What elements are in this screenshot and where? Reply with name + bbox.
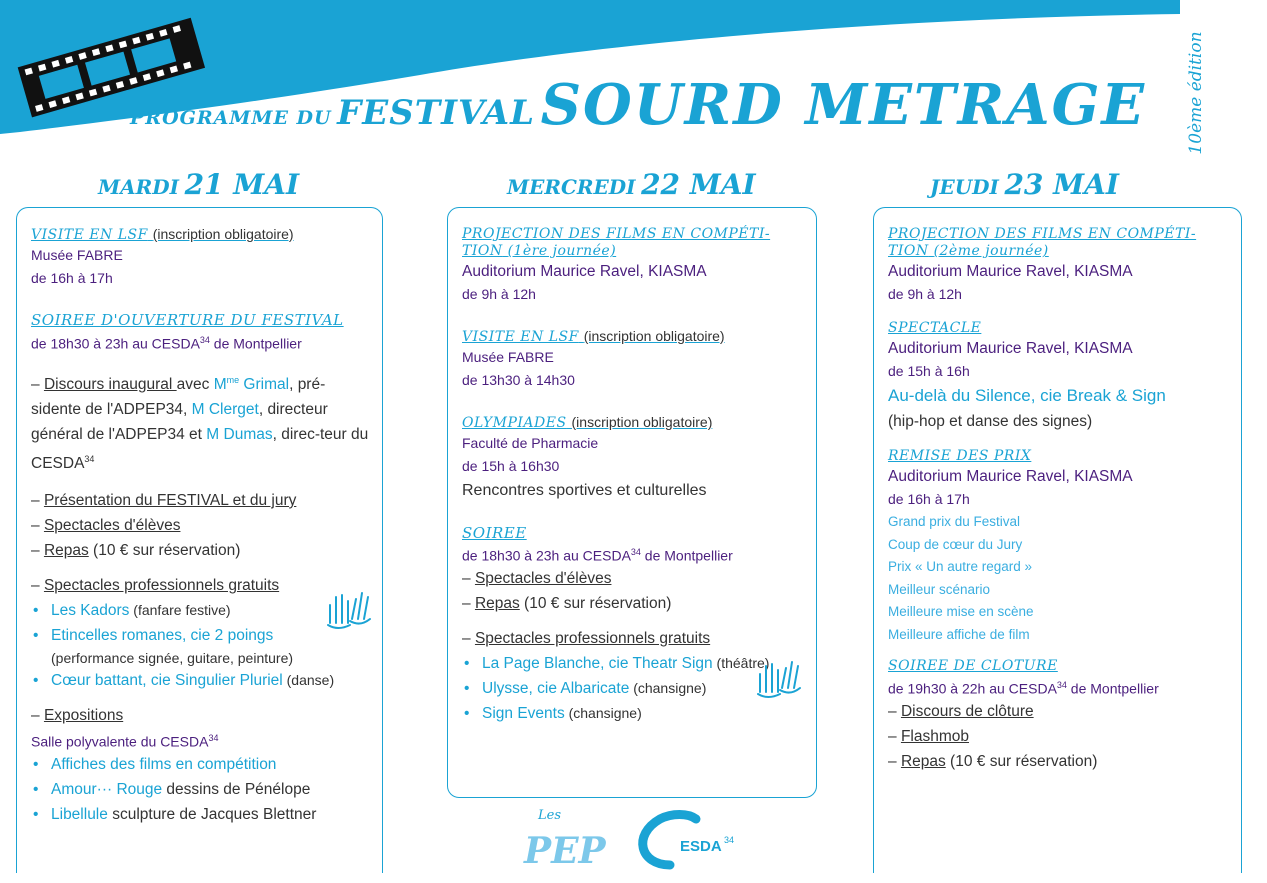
list-item: – Spectacles professionnels gratuits <box>31 576 280 594</box>
event-place: Faculté de Pharmacie <box>462 435 599 451</box>
item-detail: (10 € sur réservation) <box>519 594 672 612</box>
title-main: SOURD METRAGE <box>540 72 1147 138</box>
title-festival: FESTIVAL <box>337 93 536 133</box>
list-item: – Flashmob <box>888 727 969 745</box>
day-heading-mercredi <box>507 168 756 201</box>
logo-graphics <box>520 805 780 875</box>
superscript: 34 <box>84 453 95 464</box>
item-detail: (fanfare festive) <box>129 601 231 618</box>
section-remise-prix <box>888 448 1229 646</box>
item-name: Amour··· Rouge <box>51 780 163 798</box>
prize-item: Grand prix du Festival <box>888 514 1021 529</box>
text: , direc-teur du CESDA <box>31 425 369 472</box>
section-title: VISITE EN LSF <box>31 227 148 243</box>
discours-paragraph <box>31 368 370 476</box>
day-heading-jeudi <box>930 168 1119 201</box>
section-note: (1ère journée) <box>507 243 617 259</box>
text: , directeur général de l'ADPEP34 et <box>31 400 328 443</box>
item-label: Spectacles d'élèves <box>43 516 181 534</box>
text: avec <box>176 375 214 393</box>
section-title: OLYMPIADES <box>462 415 567 431</box>
item-name: Sign Events <box>482 704 565 722</box>
prize-item: Meilleure mise en scène <box>888 604 1034 619</box>
prize-item: Meilleur scénario <box>888 581 991 597</box>
spectacle-name: Au-delà du Silence, cie Break & Sign <box>888 386 1166 405</box>
superscript: 34 <box>630 547 641 557</box>
list-item: – Spectacles d'élèves <box>462 569 612 587</box>
list-item: – Discours de clôture <box>888 702 1034 720</box>
event-place: Auditorium Maurice Ravel, KIASMA <box>462 263 707 280</box>
item-label: Repas <box>474 594 520 612</box>
item-label: Repas <box>43 541 89 559</box>
list-item <box>31 777 370 802</box>
sign-hands-icon <box>752 652 804 702</box>
item-name: Libellule <box>51 805 108 823</box>
item-label: Repas <box>900 752 946 770</box>
expo-place: Salle polyvalente du CESDA <box>31 733 209 750</box>
list-item: – Repas (10 € sur réservation) <box>888 752 1098 770</box>
section-note: (inscription obligatoire) <box>571 414 713 430</box>
section-title: SOIREE <box>462 524 527 542</box>
event-where-city: de Montpellier <box>1066 680 1159 697</box>
event-time: de 13h30 à 14h30 <box>462 372 575 388</box>
person-title: M <box>213 375 227 393</box>
list-item: – Repas (10 € sur réservation) <box>31 541 241 559</box>
item-label: Spectacles d'élèves <box>474 569 612 587</box>
section-spectacle <box>888 320 1229 434</box>
dash: – <box>31 375 44 393</box>
les-pep-logo <box>523 808 607 872</box>
event-where: de 19h30 à 22h au CESDA <box>888 680 1057 697</box>
day-date: 23 MAI <box>1004 168 1119 201</box>
cesda-logo-sup: 34 <box>724 835 735 845</box>
event-place: Musée FABRE <box>31 247 123 263</box>
section-soiree <box>462 525 804 566</box>
event-place: Musée FABRE <box>462 349 554 365</box>
page-title <box>130 72 1146 138</box>
list-item: – Spectacles professionnels gratuits <box>462 629 711 647</box>
item-label: Expositions <box>43 706 124 724</box>
text: , pré-sidente de l'ADPEP34, <box>31 375 326 418</box>
cesda-logo-text: ESDA <box>680 838 722 855</box>
event-description: Rencontres sportives et culturelles <box>462 482 707 499</box>
event-where-city: de Montpellier <box>640 547 733 564</box>
section-soiree-ouverture <box>31 312 370 356</box>
superscript: 34 <box>199 335 210 345</box>
event-time: de 15h à 16h30 <box>462 458 560 474</box>
column-jeudi <box>873 207 1242 873</box>
person-name: M Clerget <box>191 400 259 418</box>
list-item <box>31 598 370 623</box>
column-mercredi <box>447 207 817 798</box>
superscript: 34 <box>208 732 219 743</box>
section-title: PROJECTION DES FILMS EN COMPÉTI-TION <box>888 226 1197 259</box>
section-title: PROJECTION DES FILMS EN COMPÉTI-TION <box>462 226 771 259</box>
section-title: SOIREE D'OUVERTURE DU FESTIVAL <box>31 311 344 329</box>
event-time: de 16h à 17h <box>888 491 970 507</box>
event-place: Auditorium Maurice Ravel, KIASMA <box>888 340 1133 357</box>
prize-item: Coup de cœur du Jury <box>888 536 1023 552</box>
event-where-city: de Montpellier <box>209 335 302 352</box>
sign-hands-icon <box>322 583 374 633</box>
day-date: 22 MAI <box>641 168 756 201</box>
list-item: – Spectacles d'élèves <box>31 516 181 534</box>
list-item: – Expositions <box>31 706 124 724</box>
spectacle-description: (hip-hop et danse des signes) <box>888 413 1093 430</box>
section-note: (2ème journée) <box>933 243 1049 259</box>
column-mardi <box>16 207 383 873</box>
section-visite-lsf <box>31 226 370 290</box>
list-item <box>31 668 370 693</box>
event-time: de 15h à 16h <box>888 363 970 379</box>
item-name: Cœur battant, cie Singulier Pluriel <box>51 671 283 689</box>
item-name: Les Kadors <box>51 601 130 619</box>
item-label: Présentation du FESTIVAL et du jury <box>43 491 297 509</box>
superscript: 34 <box>1056 680 1067 690</box>
list-item <box>462 701 804 726</box>
section-note: (inscription obligatoire) <box>152 226 294 242</box>
section-olympiades <box>462 414 804 503</box>
day-name: MARDI <box>98 175 179 199</box>
prize-item: Meilleure affiche de film <box>888 626 1030 642</box>
list-item <box>31 802 370 827</box>
item-name: La Page Blanche, cie Theatr Sign <box>482 654 713 672</box>
item-detail: (chansigne) <box>564 704 642 721</box>
item-detail: sculpture de Jacques Blettner <box>107 805 317 823</box>
event-where: de 18h30 à 23h au CESDA <box>462 547 631 564</box>
item-name: Ulysse, cie Albaricate <box>482 679 630 697</box>
section-soiree-cloture <box>888 658 1229 699</box>
section-title: REMISE DES PRIX <box>888 448 1032 464</box>
section-note: (inscription obligatoire) <box>583 328 725 344</box>
day-date: 21 MAI <box>184 168 300 201</box>
item-label: Discours de clôture <box>900 702 1034 720</box>
title-prefix: PROGRAMME DU <box>130 107 332 129</box>
cesda-logo <box>643 815 734 866</box>
event-place: Auditorium Maurice Ravel, KIASMA <box>888 263 1133 280</box>
section-title: VISITE EN LSF <box>462 329 579 345</box>
day-name: MERCREDI <box>507 175 636 199</box>
list-item <box>31 752 370 777</box>
item-label: Spectacles professionnels gratuits <box>474 629 711 647</box>
list-item: – Repas (10 € sur réservation) <box>462 594 672 612</box>
item-name: Affiches des films en compétition <box>51 755 277 773</box>
section-title: SOIREE DE CLOTURE <box>888 658 1058 674</box>
item-label: Spectacles professionnels gratuits <box>43 576 280 594</box>
prize-item: Prix « Un autre regard » <box>888 559 1033 574</box>
pep-logo-main: PEP <box>524 830 606 872</box>
event-time: de 9h à 12h <box>888 286 962 302</box>
event-time: de 16h à 17h <box>31 270 113 286</box>
edition-label: 10ème édition <box>1186 31 1206 155</box>
item-detail: (danse) <box>282 671 335 688</box>
event-place: Auditorium Maurice Ravel, KIASMA <box>888 468 1133 485</box>
list-item <box>31 623 370 648</box>
person-name: M Dumas <box>206 425 273 443</box>
list-item: – Présentation du FESTIVAL et du jury <box>31 491 297 509</box>
section-projection <box>462 226 804 306</box>
item-detail: (10 € sur réservation) <box>945 752 1098 770</box>
item-detail: (chansigne) <box>629 679 707 696</box>
event-where: de 18h30 à 23h au CESDA <box>31 335 200 352</box>
person-name: Grimal <box>239 375 290 393</box>
item-sub-detail: (performance signée, guitare, peinture) <box>51 649 294 666</box>
discours-label: Discours inaugural <box>43 375 177 393</box>
event-time: de 9h à 12h <box>462 286 536 302</box>
section-projection <box>888 226 1229 306</box>
item-detail: (10 € sur réservation) <box>88 541 241 559</box>
item-detail: (théâtre) <box>712 654 770 671</box>
section-title: SPECTACLE <box>888 320 982 336</box>
pep-logo-top: Les <box>538 808 561 823</box>
superscript: me <box>226 374 240 385</box>
sponsor-logos <box>520 805 780 875</box>
item-detail: dessins de Pénélope <box>162 780 311 798</box>
section-visite-lsf <box>462 328 804 392</box>
item-name: Etincelles romanes, cie 2 poings <box>51 626 274 644</box>
day-name: JEUDI <box>930 175 999 199</box>
day-heading-mardi <box>98 168 299 201</box>
item-label: Flashmob <box>900 727 969 745</box>
